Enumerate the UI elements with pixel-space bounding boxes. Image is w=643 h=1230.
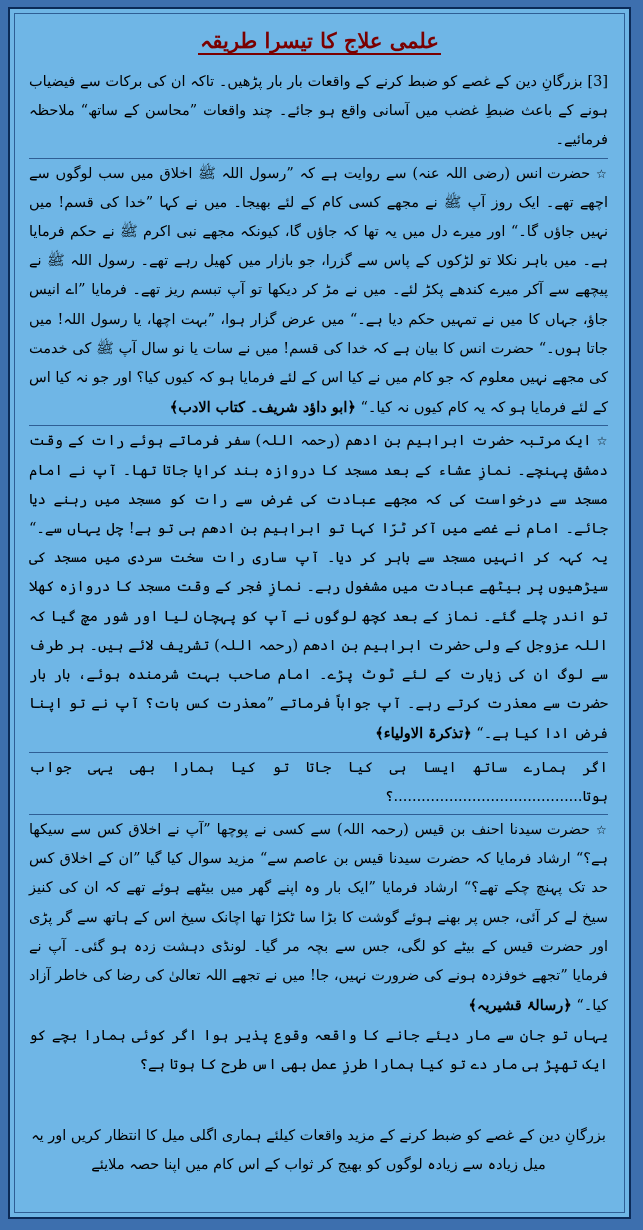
anecdote-ibrahim (29, 427, 608, 752)
reflection-question-1: اگر ہمارے ساتھ ایسا ہی کیا جاتا تو کیا ہمارا بھی یہی جواب ہوتا.........................................؟ (29, 754, 608, 815)
page-title: علمی علاج کا تیسرا طریقہ (200, 28, 439, 53)
anecdote-ahnaf (29, 816, 608, 1021)
inner-border (14, 13, 625, 1213)
content-panel (8, 7, 631, 1219)
reflection-question-2: یہاں تو جان سے مار دیئے جانے کا واقعہ وقوع پذیر ہوا اگر کوئی ہمارا بچے کو ایک تھپڑ ہی مار دے تو کیا ہمارا طرزِ عمل بھی اس طرح کا ہوتا ہے؟ (29, 1027, 608, 1073)
anecdote-anas-text: حضرت انس (رضی اللہ عنہ) سے روایت ہے کہ ”رسول اللہ ﷺ اخلاق میں سب لوگوں سے اچھے تھے۔ ایک روز آپ ﷺ نے مجھے کسی کام کے لئے بھیجا۔ میں نے کہا ”خدا کی قسم! میں نہیں جاؤں گا۔“ اور میرے دل میں یہ تھا کہ جاؤں گا، کیونکہ مجھے نبی اکرم ﷺ نے حکم فرمایا ہے۔ میں باہر نکلا تو لڑکوں کے پاس سے گزرا، جو بازار میں کھیل رہے تھے۔ رسول اللہ ﷺ نے پیچھے سے آکر میرے کندھے پکڑ لئے۔ میں نے مڑ کر دیکھا تو آپ تبسم ریز تھے۔ فرمایا ”اے انیس جاؤ، جہاں کا میں نے تمہیں حکم دیا ہے۔“ میں عرض گزار ہوا، ”بہت اچھا، یا رسول اللہ! میں جاتا ہوں۔“ حضرت انس کا بیان ہے کہ خدا کی قسم! میں نے سات یا نو سال آپ ﷺ کی خدمت کی مجھے نہیں معلوم کہ جو کام میں نے کیا اس کے لئے فرمایا ہو کہ کیوں کیا؟ اور جو نہ کیا اس کے لئے فرمایا ہو کہ یہ کام کیوں نہ کیا۔“ (29, 165, 608, 417)
star-icon: ☆ (595, 823, 608, 838)
star-icon: ☆ (596, 434, 609, 449)
anecdote-ibrahim-source: ﴿تذکرۃ الاولیاء﴾ (375, 725, 472, 743)
anecdote-ibrahim-text: ایک مرتبہ حضرت ابراہیم بن ادھم (رحمہ اللہ) سفر فرماتے ہوئے رات کے وقت دمشق پہنچے۔ نمازِ عشاء کے بعد مسجد کا دروازہ بند کرایا جاتا تھا۔ آپ نے امام مسجد سے درخواست کی کہ مجھے عبادت کی غرض سے رات کو مسجد میں رہنے دیا جائے۔ امام نے غصے میں آکر ٹرّا کہا تو ابراہیم بن ادھم ہی تو ہے! چل یہاں سے۔“ یہ کہہ کر انہیں مسجد سے باہر کر دیا۔ آپ ساری رات سخت سردی میں مسجد کی سیڑھیوں پر بیٹھے عبادت میں مشغول رہے۔ نمازِ فجر کے وقت مسجد کا دروازہ کھلا تو اندر چلے گئے۔ نماز کے بعد کچھ لوگوں نے آپ کو پہچان لیا اور شور مچ گیا کہ اللہ عزوجل کے ولی حضرت ابراہیم بن ادھم (رحمہ اللہ) تشریف لائے ہیں۔ ہر طرف سے لوگ ان کی زیارت کے لئے ٹوٹ پڑے۔ امام صاحب بہت شرمندہ ہوئے، بار بار حضرت سے معذرت کرتے رہے۔ آپ جواباً فرماتے ”معذرت کس بات؟ آپ نے تو اپنا فرض ادا کیا ہے۔“ (29, 433, 608, 743)
anecdote-ahnaf-text: حضرت سیدنا احنف بن قیس (رحمہ اللہ) سے کسی نے پوچھا ”آپ نے اخلاق کس سے سیکھا ہے؟“ ارشاد فرمایا کہ حضرت سیدنا قیس بن عاصم سے“ مزید سوال کیا گیا ”ان کے اخلاق کس حد تک پہنچ چکے تھے؟“ ارشاد فرمایا ”ایک بار وہ اپنے گھر میں بیٹھے ہوئے تھے کہ ان کی کنیز سیخ لے کر آئی، جس پر بھنے ہوئے گوشت کا بڑا سا ٹکڑا تھا اچانک سیخ اس کے ہاتھ سے گر پڑی اور حضرت قیس کے بیٹے کو لگی، جس سے بچہ مر گیا۔ لونڈی دہشت زدہ ہو گئی۔ آپ نے فرمایا ”تجھے خوفزدہ ہونے کی ضرورت نہیں، جا! میں نے تجھے اللہ تعالیٰ کی رضا کی خاطر آزاد کیا۔“ (29, 822, 608, 1015)
article-body (29, 68, 608, 1080)
star-icon: ☆ (596, 166, 609, 181)
footer-note: بزرگانِ دین کے غصے کو ضبط کرنے کے مزید واقعات کیلئے ہماری اگلی میل کا انتظار کریں اور یہ میل زیادہ سے زیادہ لوگوں کو بھیج کر ثواب کے اس کام میں اپنا حصہ ملایئے (31, 1128, 606, 1173)
anecdote-ahnaf-source: ﴿رسالۂ قشیریہ﴾ (468, 997, 572, 1015)
anecdote-anas (29, 160, 608, 427)
intro-paragraph: [3] بزرگانِ دین کے غصے کو ضبط کرنے کے واقعات بار بار پڑھیں۔ تاکہ ان کی برکات سے فیضیاب ہونے کے باعث ضبطِ غضب میں آسانی واقع ہو جائے۔ چند واقعات ”محاسن کے ساتھ“ ملاحظہ فرمائیے۔ (29, 68, 608, 159)
anecdote-anas-source: ﴿ابو داؤد شریف۔ کتاب الادب﴾ (169, 399, 356, 417)
